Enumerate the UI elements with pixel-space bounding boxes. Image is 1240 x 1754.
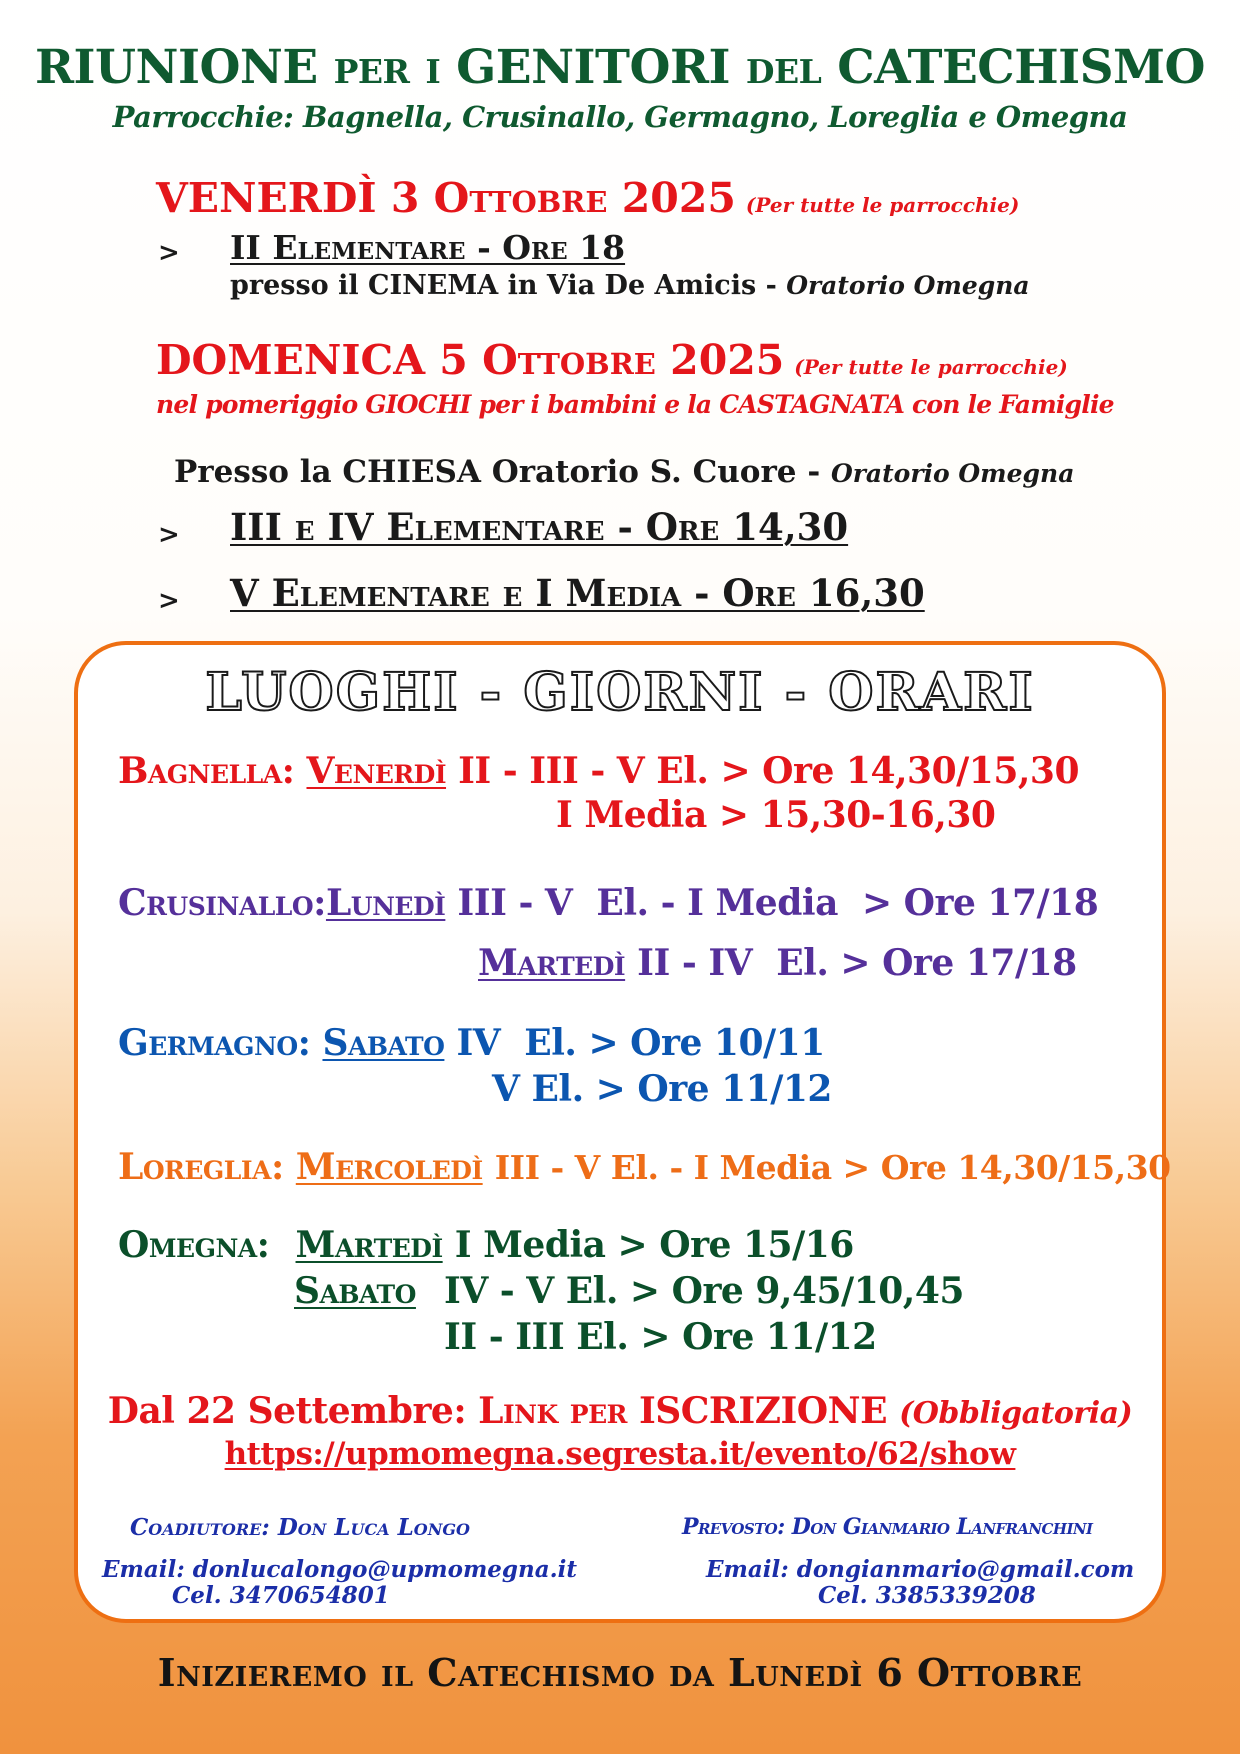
omegna-location: Omegna: <box>118 1224 270 1266</box>
event2-bullet-1: > <box>158 520 180 550</box>
loreglia-line-1: III - V El. - I Media > Ore 14,30/15,30 <box>494 1148 1171 1187</box>
omegna-day-1: Martedì <box>295 1224 443 1266</box>
contact-left-email[interactable]: Email: donlucalongo@upmomegna.it <box>102 1556 578 1583</box>
schedule-omegna-row-2 <box>294 1270 964 1312</box>
event1-place <box>230 270 1030 301</box>
schedule-omegna-row <box>118 1224 854 1266</box>
event1-place-oratorio: Oratorio Omegna <box>786 271 1030 300</box>
omegna-line-2: IV - V El. > Ore 9,45/10,45 <box>443 1270 964 1312</box>
contact-right-role: Prevosto: <box>682 1514 785 1540</box>
event2-description: nel pomeriggio GIOCHI per i bambini e la CASTAGNATA con le Famiglie <box>156 390 1114 419</box>
contact-left-title <box>130 1514 470 1541</box>
omegna-day-2: Sabato <box>294 1270 416 1312</box>
crusinallo-day-2: Martedì <box>478 942 626 984</box>
event1-date: VENERDÌ 3 Ottobre 2025 <box>156 174 736 222</box>
bagnella-day: Venerdì <box>306 750 447 792</box>
contact-left-name: Don Luca Longo <box>277 1514 470 1541</box>
loreglia-day: Mercoledì <box>295 1146 483 1188</box>
event2-bullet-2: > <box>158 586 180 616</box>
schedule-loreglia-row <box>118 1146 1171 1188</box>
page-title: RIUNIONE per i GENITORI del CATECHISMO <box>35 40 1205 95</box>
loreglia-location: Loreglia: <box>118 1146 284 1188</box>
event2-place <box>174 454 1074 490</box>
schedule-germagno-row <box>118 1022 825 1064</box>
schedule-crusinallo-row <box>118 882 1098 924</box>
registration-line <box>0 1390 1240 1432</box>
event2-heading <box>156 336 1068 384</box>
germagno-location: Germagno: <box>118 1022 311 1064</box>
event1-note: (Per tutte le parrocchie) <box>745 193 1020 217</box>
contact-right-email[interactable]: Email: dongianmario@gmail.com <box>706 1556 1135 1583</box>
schedule-bagnella-row <box>118 750 1079 792</box>
event2-item-2: V Elementare e I Media - Ore 16,30 <box>230 571 925 615</box>
contact-right-name: Don Gianmario Lanfranchini <box>791 1514 1093 1540</box>
event2-note: (Per tutte le parrocchie) <box>794 355 1068 379</box>
event1-item: II Elementare - Ore 18 <box>230 228 626 267</box>
registration-link[interactable]: https://upmomegna.segresta.it/evento/62/show <box>224 1436 1016 1472</box>
contact-left-phone: Cel. 3470654801 <box>172 1582 390 1609</box>
footer-text: Inizieremo il Catechismo da Lunedì 6 Ottobre <box>157 1650 1083 1695</box>
registration-from: Dal 22 Settembre: <box>107 1390 467 1432</box>
crusinallo-line-1: III - V El. - I Media > Ore 17/18 <box>457 882 1099 924</box>
registration-label: Link per ISCRIZIONE <box>478 1390 888 1432</box>
bagnella-line-1: II - III - V El. > Ore 14,30/15,30 <box>458 750 1080 792</box>
event1-bullet: > <box>158 238 180 268</box>
germagno-day: Sabato <box>322 1022 445 1064</box>
page-subtitle: Parrocchie: Bagnella, Crusinallo, Germagno, Loreglia e Omegna <box>112 100 1128 134</box>
event1-place-text: presso il CINEMA in Via De Amicis - <box>230 270 777 301</box>
event2-date: DOMENICA 5 Ottobre 2025 <box>156 336 785 384</box>
event2-place-oratorio: Oratorio Omegna <box>830 459 1075 488</box>
omegna-line-3: II - III El. > Ore 11/12 <box>444 1316 877 1358</box>
bagnella-line-2: I Media > 15,30-16,30 <box>556 794 996 836</box>
contact-right-title <box>682 1514 1092 1540</box>
contact-right-phone: Cel. 3385339208 <box>818 1582 1036 1609</box>
omegna-line-1: I Media > Ore 15/16 <box>454 1224 854 1266</box>
schedule-crusinallo-row-2 <box>478 942 1077 984</box>
germagno-line-1: IV El. > Ore 10/11 <box>456 1022 825 1064</box>
contact-left-role: Coadiutore: <box>130 1514 270 1541</box>
event2-item-1: III e IV Elementare - Ore 14,30 <box>230 505 849 549</box>
schedule-title: LUOGHI - GIORNI - ORARI <box>205 662 1035 723</box>
crusinallo-location: Crusinallo: <box>118 882 326 924</box>
registration-note: (Obbligatoria) <box>899 1396 1133 1431</box>
crusinallo-line-2: II - IV El. > Ore 17/18 <box>637 942 1077 984</box>
germagno-line-2: V El. > Ore 11/12 <box>492 1068 832 1110</box>
bagnella-location: Bagnella: <box>118 750 295 792</box>
crusinallo-day-1: Lunedì <box>325 882 446 924</box>
event1-heading <box>156 174 1019 222</box>
event2-place-text: Presso la CHIESA Oratorio S. Cuore - <box>174 454 821 490</box>
